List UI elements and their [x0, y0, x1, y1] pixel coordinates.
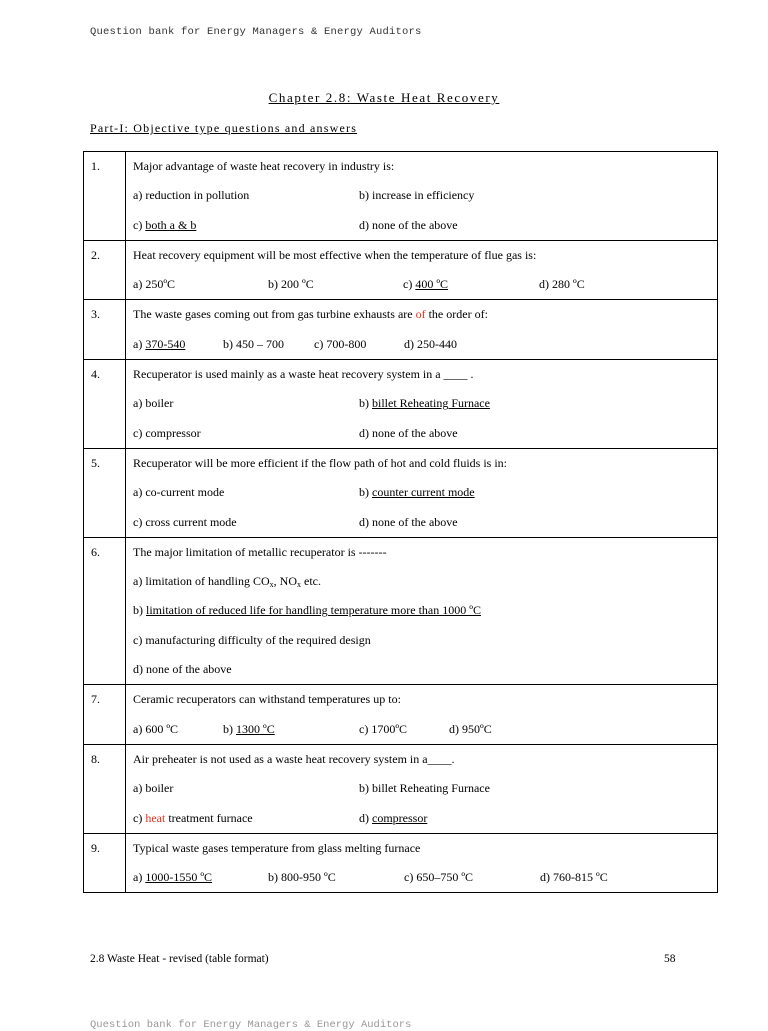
correct-answer: 400 ºC — [415, 277, 449, 292]
question-text: Major advantage of waste heat recovery in industry is: — [133, 159, 395, 173]
option-a: a) 250ºC — [133, 277, 176, 292]
questions-table — [83, 151, 718, 893]
correct-answer: billet Reheating Furnace — [372, 396, 490, 411]
option-c: c) 1700ºC — [359, 721, 408, 736]
option-d: d) none of the above — [133, 662, 232, 677]
running-header: Question bank for Energy Managers & Energy Auditors — [90, 26, 422, 38]
question-number: 1. — [84, 152, 126, 241]
part-title: Part-I: Objective type questions and answers — [90, 121, 358, 135]
question-text: Air preheater is not used as a waste heat recovery system in a____. — [133, 751, 455, 766]
question-row — [84, 685, 718, 745]
option-d: d) 250-440 — [404, 336, 457, 351]
option-b: b) 200 ºC — [268, 277, 314, 292]
question-body — [126, 833, 718, 893]
page-number: 58 — [664, 953, 676, 965]
option-c: c) cross current mode — [133, 514, 237, 529]
question-row — [84, 240, 718, 300]
footer-document-name: 2.8 Waste Heat - revised (table format) — [90, 953, 269, 965]
correct-answer: 1000-1550 ºC — [145, 870, 213, 885]
question-text: Typical waste gases temperature from glass melting furnace — [133, 840, 421, 855]
question-number: 3. — [84, 300, 126, 360]
option-a: a) 600 ºC — [133, 721, 179, 736]
option-d: d) compressor — [359, 810, 428, 825]
question-body — [126, 537, 718, 684]
question-row — [84, 360, 718, 449]
option-a: a) 1000-1550 ºC — [133, 870, 213, 885]
question-row — [84, 448, 718, 537]
option-c: c) compressor — [133, 425, 201, 440]
option-d: d) none of the above — [359, 514, 458, 529]
question-text: The waste gases coming out from gas turbine exhausts are of the order of: — [133, 307, 488, 322]
option-a: a) reduction in pollution — [133, 188, 250, 203]
option-a: a) limitation of handling $CO_x$, $NO_x$ etc. — [133, 574, 321, 590]
option-a: a) boiler — [133, 396, 174, 411]
option-c: c) 400 ºC — [403, 277, 449, 292]
option-c: c) heat treatment furnace — [133, 810, 253, 825]
question-body — [126, 448, 718, 537]
option-b: b) billet Reheating Furnace — [359, 781, 490, 796]
option-c: c) manufacturing difficulty of the required design — [133, 632, 371, 647]
question-row — [84, 537, 718, 684]
question-number: 5. — [84, 448, 126, 537]
option-c: c) 650–750 ºC — [404, 870, 474, 885]
correct-answer: both a & b — [145, 217, 197, 232]
option-d: d) 760-815 ºC — [540, 870, 608, 885]
question-body — [126, 240, 718, 300]
question-body — [126, 744, 718, 833]
correct-answer: 370-540 — [145, 336, 186, 351]
option-a: a) co-current mode — [133, 485, 225, 500]
question-text: Heat recovery equipment will be most effective when the temperature of flue gas is: — [133, 247, 537, 262]
question-body — [126, 685, 718, 745]
question-number: 2. — [84, 240, 126, 300]
question-number: 9. — [84, 833, 126, 893]
option-d: d) none of the above — [359, 425, 458, 440]
correct-answer: limitation of reduced life for handling temperature more than 1000 ºC — [146, 603, 481, 618]
question-row — [84, 152, 718, 241]
option-b: b) billet Reheating Furnace — [359, 396, 490, 411]
question-body — [126, 300, 718, 360]
option-b: b) limitation of reduced life for handling temperature more than 1000 ºC — [133, 603, 481, 618]
option-c: c) 700-800 — [314, 336, 367, 351]
option-b: b) counter current mode — [359, 485, 475, 500]
question-number: 6. — [84, 537, 126, 684]
question-text: Ceramic recuperators can withstand temperatures up to: — [133, 692, 401, 707]
option-c: c) both a & b — [133, 217, 197, 232]
correct-answer: 1300 ºC — [236, 721, 275, 736]
option-d: d) 950ºC — [449, 721, 492, 736]
option-b: b) increase in efficiency — [359, 188, 475, 203]
question-text: The major limitation of metallic recuperator is ------- — [133, 544, 387, 559]
chapter-title: Chapter 2.8: Waste Heat Recovery — [268, 90, 500, 105]
question-number: 4. — [84, 360, 126, 449]
correct-answer: compressor — [372, 810, 428, 825]
question-row — [84, 833, 718, 893]
option-b: b) 1300 ºC — [223, 721, 275, 736]
question-text: Recuperator will be more efficient if the flow path of hot and cold fluids is in: — [133, 455, 508, 470]
option-d: d) 280 ºC — [539, 277, 585, 292]
question-number: 7. — [84, 685, 126, 745]
option-b: b) 800-950 ºC — [268, 870, 336, 885]
question-row — [84, 300, 718, 360]
question-body — [126, 152, 718, 241]
question-text: Recuperator is used mainly as a waste heat recovery system in a ____ . — [133, 367, 474, 382]
correct-answer: counter current mode — [372, 485, 475, 500]
option-a: a) 370-540 — [133, 336, 186, 351]
option-d: d) none of the above — [359, 217, 458, 232]
option-a: a) boiler — [133, 781, 174, 796]
question-number: 8. — [84, 744, 126, 833]
question-body — [126, 360, 718, 449]
next-page-header: Question bank for Energy Managers & Energy Auditors — [90, 1019, 412, 1031]
question-row — [84, 744, 718, 833]
option-b: b) 450 – 700 — [223, 336, 284, 351]
